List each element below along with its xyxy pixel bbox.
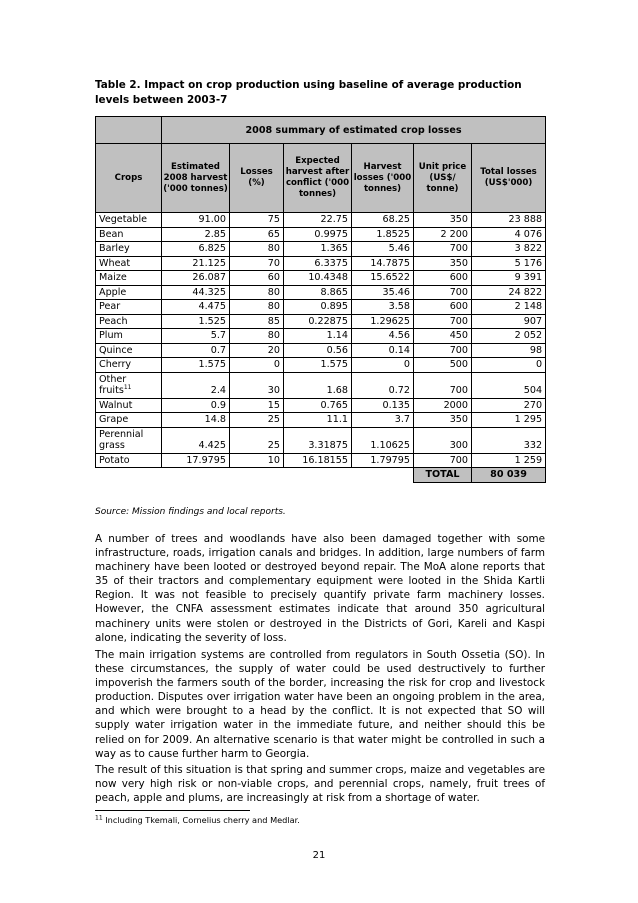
- crop-name: [96, 227, 162, 242]
- table-caption: Table 2. Impact on crop production using baseline of average production levels between 2003-7: [95, 79, 522, 106]
- harvest-cell: 44.325: [162, 285, 230, 300]
- loss-pct-cell: 80: [230, 285, 284, 300]
- total-losses-cell: 270: [472, 398, 546, 413]
- table-row: [96, 427, 546, 453]
- footnote-text: Including Tkemali, Cornelius cherry and Medlar.: [105, 815, 300, 825]
- crop-name: [96, 213, 162, 228]
- crop-name: [96, 271, 162, 286]
- table-row: [96, 227, 546, 242]
- crop-name: [96, 413, 162, 428]
- crop-label: Vegetable: [99, 214, 148, 225]
- footnote: [95, 815, 300, 825]
- expected-harvest-cell: 0.22875: [284, 314, 352, 329]
- total-losses-cell: 907: [472, 314, 546, 329]
- unit-price-cell: 350: [414, 213, 472, 228]
- crop-label: Peach: [99, 315, 128, 327]
- col-header-harvest: Estimated 2008 harvest ('000 tonnes): [162, 144, 230, 213]
- harvest-cell: 0.7: [162, 343, 230, 358]
- harvest-cell: 5.7: [162, 329, 230, 344]
- expected-harvest-cell: 22.75: [284, 213, 352, 228]
- harvest-losses-cell: 1.10625: [352, 427, 414, 453]
- col-header-expected-harvest: Expected harvest after conflict ('000 tonnes): [284, 144, 352, 213]
- harvest-losses-cell: 4.56: [352, 329, 414, 344]
- crop-name: [96, 300, 162, 315]
- table-row: [96, 343, 546, 358]
- crop-name: [96, 314, 162, 329]
- loss-pct-cell: 80: [230, 242, 284, 257]
- unit-price-cell: 350: [414, 256, 472, 271]
- crop-name: [96, 427, 162, 453]
- col-header-harvest-losses: Harvest losses ('000 tonnes): [352, 144, 414, 213]
- loss-pct-cell: 20: [230, 343, 284, 358]
- unit-price-cell: 2 200: [414, 227, 472, 242]
- harvest-losses-cell: 15.6522: [352, 271, 414, 286]
- table-row: [96, 256, 546, 271]
- table-row: [96, 358, 546, 373]
- harvest-cell: 4.425: [162, 427, 230, 453]
- harvest-losses-cell: 3.58: [352, 300, 414, 315]
- expected-harvest-cell: 0.56: [284, 343, 352, 358]
- table-row: [96, 453, 546, 468]
- total-losses-cell: 1 259: [472, 453, 546, 468]
- loss-pct-cell: 10: [230, 453, 284, 468]
- crop-label: Cherry: [99, 359, 132, 370]
- table-row: [96, 213, 546, 228]
- table-row: [96, 242, 546, 257]
- paragraph-result: The result of this situation is that spring and summer crops, maize and vegetables are now very high risk or non-viable crops, and perennial crops, namely, fruit trees of peach, apple and plums, are increasingly at risk from a shortage of water.: [95, 764, 545, 805]
- harvest-cell: 17.9795: [162, 453, 230, 468]
- crop-name: [96, 256, 162, 271]
- crop-label: Maize: [99, 272, 127, 283]
- crop-name: [96, 329, 162, 344]
- table-row: [96, 329, 546, 344]
- total-losses-cell: 504: [472, 372, 546, 398]
- total-spacer: [96, 468, 414, 483]
- expected-harvest-cell: 8.865: [284, 285, 352, 300]
- harvest-losses-cell: 0.135: [352, 398, 414, 413]
- crop-name: [96, 398, 162, 413]
- total-label: TOTAL: [414, 468, 472, 483]
- unit-price-cell: 700: [414, 372, 472, 398]
- table-row: [96, 300, 546, 315]
- total-losses-cell: 2 052: [472, 329, 546, 344]
- unit-price-cell: 2000: [414, 398, 472, 413]
- table-body: [96, 213, 546, 468]
- unit-price-cell: 450: [414, 329, 472, 344]
- table-row: [96, 372, 546, 398]
- unit-price-cell: 300: [414, 427, 472, 453]
- unit-price-cell: 600: [414, 271, 472, 286]
- unit-price-cell: 600: [414, 300, 472, 315]
- crop-label: Apple: [99, 286, 127, 298]
- footnote-number: 11: [95, 814, 103, 822]
- expected-harvest-cell: 10.4348: [284, 271, 352, 286]
- expected-harvest-cell: 0.9975: [284, 227, 352, 242]
- table-row: [96, 285, 546, 300]
- loss-pct-cell: 80: [230, 329, 284, 344]
- harvest-cell: 1.525: [162, 314, 230, 329]
- loss-pct-cell: 75: [230, 213, 284, 228]
- crop-label: Bean: [99, 228, 124, 240]
- total-losses-cell: 0: [472, 358, 546, 373]
- harvest-losses-cell: 0.14: [352, 343, 414, 358]
- crop-label: Barley: [99, 243, 130, 254]
- total-losses-cell: 4 076: [472, 227, 546, 242]
- total-losses-cell: 5 176: [472, 256, 546, 271]
- harvest-cell: 21.125: [162, 256, 230, 271]
- table-source: Source: Mission findings and local reports.: [95, 507, 286, 517]
- footnote-ref: 11: [123, 383, 132, 391]
- harvest-losses-cell: 1.29625: [352, 314, 414, 329]
- crop-name: [96, 372, 162, 398]
- loss-pct-cell: 30: [230, 372, 284, 398]
- expected-harvest-cell: 6.3375: [284, 256, 352, 271]
- crop-label: Quince: [99, 344, 133, 356]
- unit-price-cell: 700: [414, 314, 472, 329]
- expected-harvest-cell: 1.365: [284, 242, 352, 257]
- total-losses-cell: 3 822: [472, 242, 546, 257]
- page-number: 21: [312, 850, 326, 861]
- harvest-losses-cell: 3.7: [352, 413, 414, 428]
- col-header-unit-price: Unit price (US$/ tonne): [414, 144, 472, 213]
- unit-price-cell: 500: [414, 358, 472, 373]
- total-losses-cell: 9 391: [472, 271, 546, 286]
- harvest-cell: 26.087: [162, 271, 230, 286]
- unit-price-cell: 700: [414, 453, 472, 468]
- loss-pct-cell: 25: [230, 427, 284, 453]
- harvest-losses-cell: 0.72: [352, 372, 414, 398]
- total-losses-cell: 2 148: [472, 300, 546, 315]
- harvest-cell: 91.00: [162, 213, 230, 228]
- footnote-divider: [95, 810, 250, 811]
- loss-pct-cell: 0: [230, 358, 284, 373]
- harvest-losses-cell: 68.25: [352, 213, 414, 228]
- crop-label: Wheat: [99, 257, 131, 269]
- harvest-losses-cell: 35.46: [352, 285, 414, 300]
- col-header-losses-pct: Losses (%): [230, 144, 284, 213]
- harvest-cell: 6.825: [162, 242, 230, 257]
- summary-spacer: [96, 117, 162, 144]
- loss-pct-cell: 25: [230, 413, 284, 428]
- crop-label: Walnut: [99, 399, 133, 411]
- expected-harvest-cell: 3.31875: [284, 427, 352, 453]
- unit-price-cell: 700: [414, 242, 472, 257]
- harvest-cell: 14.8: [162, 413, 230, 428]
- unit-price-cell: 700: [414, 285, 472, 300]
- crop-label: Pear: [99, 301, 121, 312]
- crop-name: [96, 343, 162, 358]
- harvest-losses-cell: 0: [352, 358, 414, 373]
- total-losses-cell: 24 822: [472, 285, 546, 300]
- unit-price-cell: 700: [414, 343, 472, 358]
- loss-pct-cell: 65: [230, 227, 284, 242]
- total-losses-cell: 23 888: [472, 213, 546, 228]
- crop-name: [96, 358, 162, 373]
- crop-label: Other fruits: [99, 373, 127, 396]
- loss-pct-cell: 80: [230, 300, 284, 315]
- total-losses-cell: 332: [472, 427, 546, 453]
- expected-harvest-cell: 1.575: [284, 358, 352, 373]
- crop-name: [96, 453, 162, 468]
- harvest-cell: 0.9: [162, 398, 230, 413]
- loss-pct-cell: 70: [230, 256, 284, 271]
- harvest-cell: 4.475: [162, 300, 230, 315]
- table-row: [96, 271, 546, 286]
- expected-harvest-cell: 1.14: [284, 329, 352, 344]
- col-header-crops: Crops: [96, 144, 162, 213]
- expected-harvest-cell: 0.895: [284, 300, 352, 315]
- loss-pct-cell: 60: [230, 271, 284, 286]
- col-header-total-losses: Total losses (US$'000): [472, 144, 546, 213]
- total-row: [96, 468, 546, 483]
- harvest-losses-cell: 1.79795: [352, 453, 414, 468]
- total-losses-cell: 1 295: [472, 413, 546, 428]
- expected-harvest-cell: 0.765: [284, 398, 352, 413]
- harvest-cell: 1.575: [162, 358, 230, 373]
- harvest-losses-cell: 5.46: [352, 242, 414, 257]
- paragraph-irrigation: The main irrigation systems are controlled from regulators in South Ossetia (SO). In these circumstances, the supply of water could be used destructively to further impoverish the farmers south of the border, increasing the risk for crop and livestock production. Disputes over irrigation water have been an ongoing problem in the area, and which were brought to a head by the conflict. It is not expected that SO will supply water irrigation water in the immediate future, and neither should this be relied on for 2009. An alternative scenario is that water might be controlled in such a way as to cause further harm to Georgia.: [95, 649, 545, 760]
- harvest-losses-cell: 1.8525: [352, 227, 414, 242]
- crop-losses-table: [95, 116, 546, 483]
- loss-pct-cell: 15: [230, 398, 284, 413]
- table-row: [96, 314, 546, 329]
- total-value: 80 039: [472, 468, 546, 483]
- crop-name: [96, 285, 162, 300]
- harvest-cell: 2.85: [162, 227, 230, 242]
- harvest-losses-cell: 14.7875: [352, 256, 414, 271]
- total-losses-cell: 98: [472, 343, 546, 358]
- paragraph-machinery: A number of trees and woodlands have also been damaged together with some infrastructure, roads, irrigation canals and bridges. In addition, large numbers of farm machinery have been looted or destroyed beyond repair. The MoA alone reports that 35 of their tractors and complementary equipment were looted in the Shida Kartli Region. It was not feasible to precisely quantify private farm machinery losses. However, the CNFA assessment estimates indicate that around 350 agricultural machinery units were stolen or destroyed in the Districts of Gori, Kareli and Kaspi alone, indicating the severity of loss.: [95, 533, 545, 644]
- crop-label: Grape: [99, 414, 129, 425]
- crop-label: Perennial grass: [99, 428, 144, 451]
- column-header-row: [96, 144, 546, 213]
- harvest-cell: 2.4: [162, 372, 230, 398]
- unit-price-cell: 350: [414, 413, 472, 428]
- crop-label: Plum: [99, 330, 123, 341]
- crop-name: [96, 242, 162, 257]
- expected-harvest-cell: 16.18155: [284, 453, 352, 468]
- table-row: [96, 398, 546, 413]
- crop-label: Potato: [99, 454, 130, 466]
- table-row: [96, 413, 546, 428]
- expected-harvest-cell: 11.1: [284, 413, 352, 428]
- loss-pct-cell: 85: [230, 314, 284, 329]
- summary-header: 2008 summary of estimated crop losses: [162, 117, 546, 144]
- expected-harvest-cell: 1.68: [284, 372, 352, 398]
